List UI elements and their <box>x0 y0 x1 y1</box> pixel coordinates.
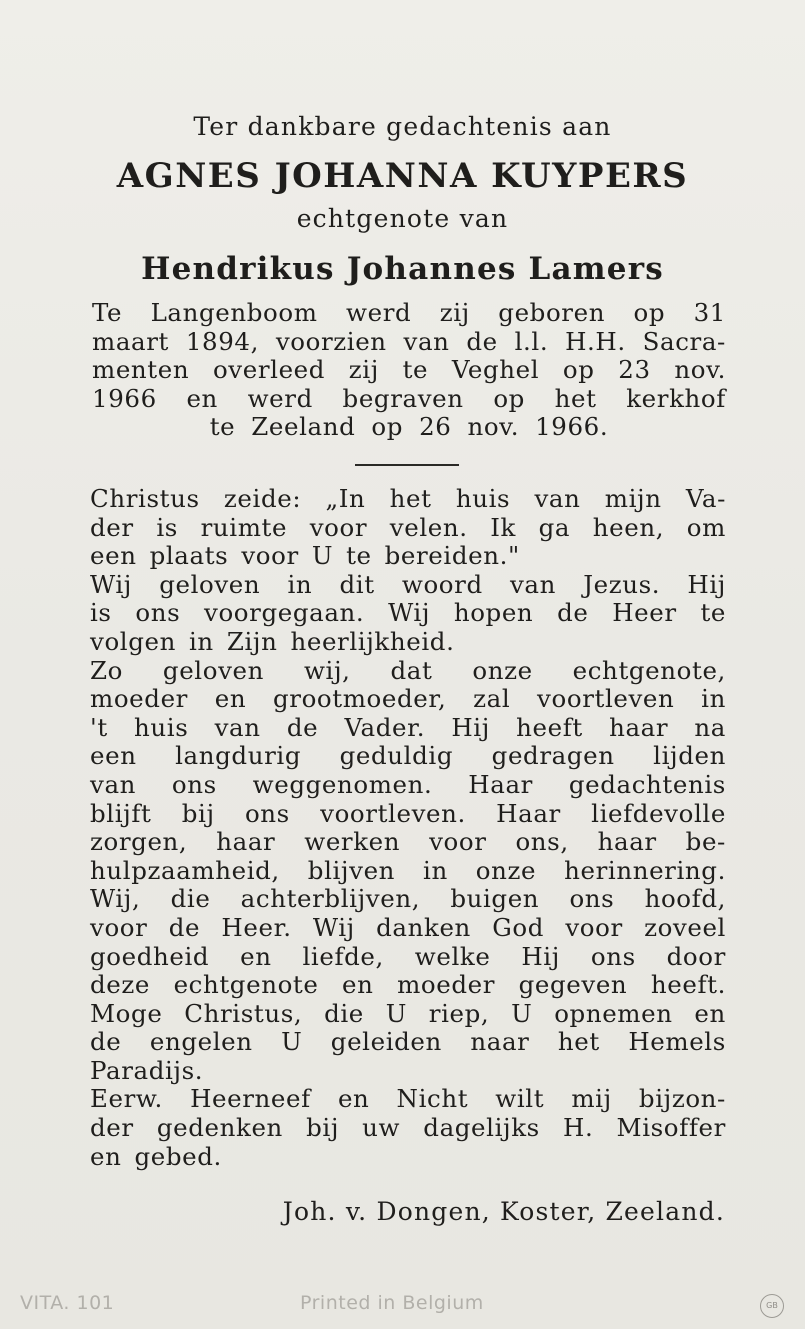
bio-line: Te Langenboom werd zij geboren op 31 <box>92 298 726 327</box>
text-line: Christus zeide: „In het huis van mijn Va- <box>90 484 726 513</box>
publisher-seal-icon: GB <box>760 1294 784 1318</box>
biography-paragraph <box>92 299 726 442</box>
bio-line: te Zeeland op 26 nov. 1966. <box>209 412 609 442</box>
footer-code: VITA. 101 <box>20 1292 115 1314</box>
text-line: hulpzaamheid, blijven in onze herinnering. <box>90 855 726 885</box>
footer-printed: Printed in Belgium <box>300 1292 484 1314</box>
text-line: van ons weggenomen. Haar gedachtenis <box>90 769 726 799</box>
text-line: en gebed. <box>90 1141 222 1171</box>
text-line: blijft bij ons voortleven. Haar liefdevolle <box>90 798 726 828</box>
text-line: moeder en grootmoeder, zal voortleven in <box>90 684 726 714</box>
text-line: zorgen, haar werken voor ons, haar be- <box>90 827 726 857</box>
bio-line: 1966 en werd begraven op het kerkhof <box>92 383 726 413</box>
spouse-label: echtgenote van <box>296 204 509 233</box>
bio-line: maart 1894, voorzien van de l.l. H.H. Sacra- <box>92 326 726 356</box>
text-line: der gedenken bij uw dagelijks H. Misoffer <box>90 1113 726 1143</box>
text-line: Moge Christus, die U riep, U opnemen en <box>90 998 726 1028</box>
deceased-name: AGNES JOHANNA KUYPERS <box>116 156 689 196</box>
text-line: Eerw. Heerneef en Nicht wilt mij bijzon- <box>90 1084 726 1114</box>
text-line: 't huis van de Vader. Hij heeft haar na <box>90 712 726 742</box>
text-line: een langdurig geduldig gedragen lijden <box>90 741 726 771</box>
bio-line: menten overleed zij te Veghel op 23 nov. <box>92 355 726 385</box>
divider-line <box>355 464 459 466</box>
text-line: Paradijs. <box>90 1055 204 1085</box>
spouse-name: Hendrikus Johannes Lamers <box>141 251 664 287</box>
text-line: volgen in Zijn heerlijkheid. <box>90 626 455 656</box>
text-line: goedheid en liefde, welke Hij ons door <box>90 941 726 971</box>
text-line: Wij, die achterblijven, buigen ons hoofd, <box>90 884 726 914</box>
text-line: de engelen U geleiden naar het Hemels <box>90 1027 726 1057</box>
text-line: deze echtgenote en moeder gegeven heeft. <box>90 970 726 1000</box>
signature: Joh. v. Dongen, Koster, Zeeland. <box>282 1197 725 1226</box>
text-line: een plaats voor U te bereiden." <box>90 541 520 571</box>
text-line: der is ruimte voor velen. Ik ga heen, om <box>90 512 726 542</box>
text-line: voor de Heer. Wij danken God voor zoveel <box>90 912 726 942</box>
text-line: Wij geloven in dit woord van Jezus. Hij <box>90 569 726 599</box>
text-line: is ons voorgegaan. Wij hopen de Heer te <box>90 598 726 628</box>
text-line: Zo geloven wij, dat onze echtgenote, <box>90 655 726 685</box>
memorial-text <box>90 485 726 1171</box>
intro-text: Ter dankbare gedachtenis aan <box>193 112 612 141</box>
